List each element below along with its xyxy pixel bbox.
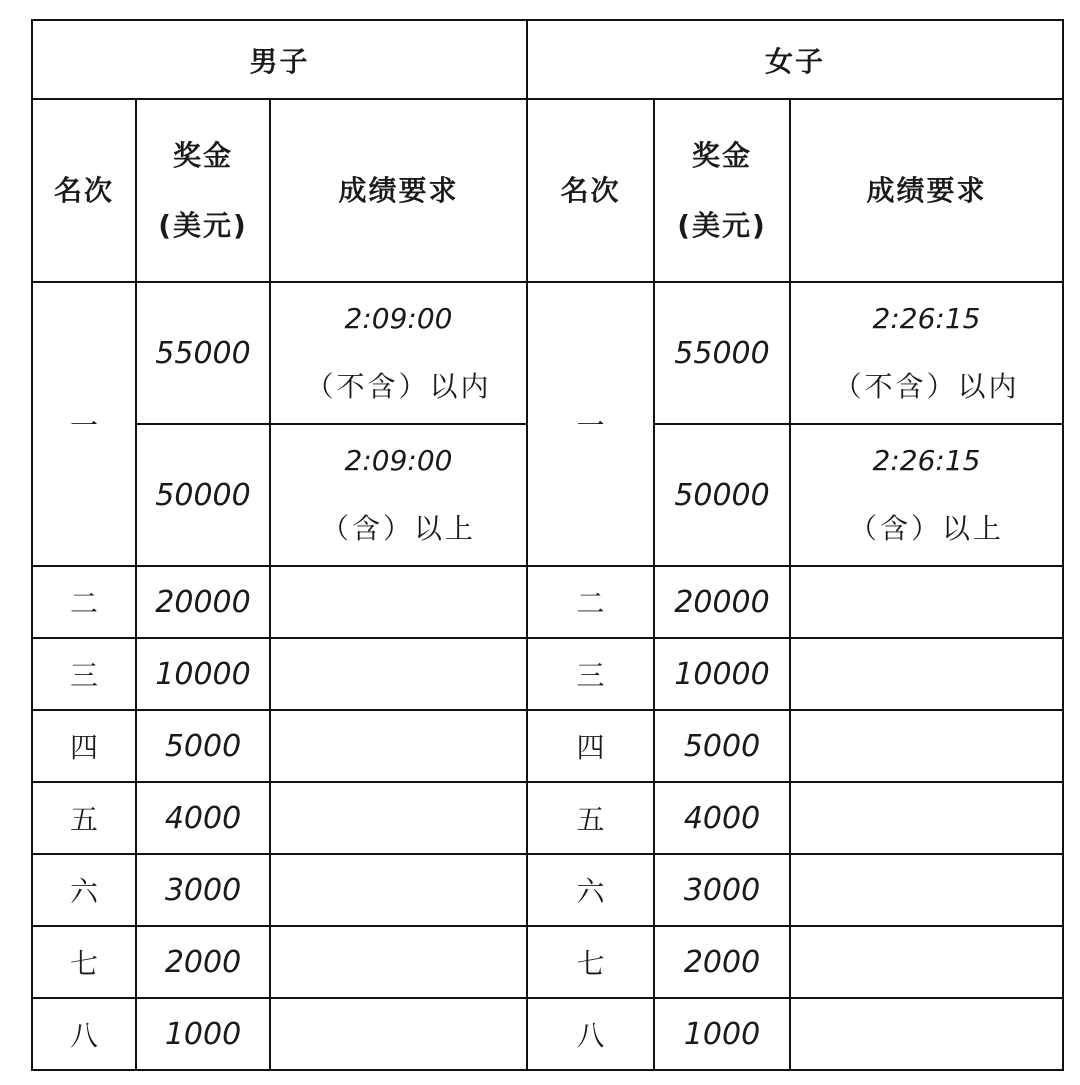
women-requirement-cell [790, 710, 1063, 782]
women-prize-cell: 1000 [654, 998, 790, 1070]
women-group-title: 女子 [527, 20, 1063, 99]
table-row [32, 926, 1063, 998]
men-requirement-header: 成绩要求 [270, 99, 527, 282]
table-row [32, 854, 1063, 926]
men-prize-cell: 10000 [136, 638, 270, 710]
women-rank-header: 名次 [527, 99, 654, 282]
column-header-row [32, 99, 1063, 282]
men-rank-cell: 四 [32, 710, 136, 782]
women-rank-cell: 五 [527, 782, 654, 854]
women-rank-cell: 四 [527, 710, 654, 782]
men-prize-header-line1: 奖金 [172, 138, 233, 172]
men-prize-header-line2: (美元) [158, 208, 248, 242]
women-prize-cell: 10000 [654, 638, 790, 710]
women-prize-cell: 5000 [654, 710, 790, 782]
first-place-row-tier1 [32, 282, 1063, 424]
men-prize-cell: 4000 [136, 782, 270, 854]
women-first-tier1-requirement [790, 282, 1063, 424]
men-prize-header [136, 99, 270, 282]
men-prize-cell: 20000 [136, 566, 270, 638]
men-requirement-cell [270, 926, 527, 998]
women-prize-cell: 4000 [654, 782, 790, 854]
men-rank-header: 名次 [32, 99, 136, 282]
table-row [32, 710, 1063, 782]
men-first-tier2-time: 2:09:00 [344, 444, 453, 477]
men-rank-cell: 五 [32, 782, 136, 854]
prize-money-table [31, 19, 1064, 1071]
table-row [32, 566, 1063, 638]
men-first-tier1-time: 2:09:00 [344, 302, 453, 335]
men-requirement-cell [270, 638, 527, 710]
prize-table-container [31, 19, 1064, 1071]
men-requirement-cell [270, 566, 527, 638]
women-rank-cell: 八 [527, 998, 654, 1070]
women-rank-cell: 七 [527, 926, 654, 998]
women-requirement-header: 成绩要求 [790, 99, 1063, 282]
women-prize-header-line2: (美元) [677, 208, 767, 242]
women-requirement-cell [790, 638, 1063, 710]
table-row [32, 638, 1063, 710]
men-requirement-cell [270, 710, 527, 782]
women-prize-header [654, 99, 790, 282]
women-first-tier2-time: 2:26:15 [872, 444, 981, 477]
women-prize-cell: 20000 [654, 566, 790, 638]
men-rank-cell: 七 [32, 926, 136, 998]
women-first-tier1-prize: 55000 [654, 282, 790, 424]
men-prize-cell: 1000 [136, 998, 270, 1070]
men-requirement-cell [270, 998, 527, 1070]
women-first-tier1-time: 2:26:15 [872, 302, 981, 335]
women-requirement-cell [790, 566, 1063, 638]
men-prize-cell: 5000 [136, 710, 270, 782]
men-prize-cell: 2000 [136, 926, 270, 998]
women-requirement-cell [790, 998, 1063, 1070]
women-rank-cell: 六 [527, 854, 654, 926]
group-header-row [32, 20, 1063, 99]
table-row [32, 998, 1063, 1070]
men-group-title: 男子 [32, 20, 527, 99]
men-rank-cell: 二 [32, 566, 136, 638]
women-requirement-cell [790, 926, 1063, 998]
women-prize-header-line1: 奖金 [691, 138, 752, 172]
women-first-tier2-requirement [790, 424, 1063, 566]
women-first-tier2-prize: 50000 [654, 424, 790, 566]
men-first-tier1-condition: （不含）以内 [305, 370, 492, 403]
women-rank-cell: 三 [527, 638, 654, 710]
men-rank-cell: 八 [32, 998, 136, 1070]
women-prize-cell: 2000 [654, 926, 790, 998]
men-requirement-cell [270, 782, 527, 854]
men-rank-cell: 六 [32, 854, 136, 926]
women-first-rank: 一 [527, 282, 654, 566]
men-first-tier1-prize: 55000 [136, 282, 270, 424]
men-rank-cell: 三 [32, 638, 136, 710]
women-first-tier2-condition: （含）以上 [848, 512, 1004, 545]
women-requirement-cell [790, 782, 1063, 854]
women-rank-cell: 二 [527, 566, 654, 638]
women-prize-cell: 3000 [654, 854, 790, 926]
men-prize-cell: 3000 [136, 854, 270, 926]
table-row [32, 782, 1063, 854]
men-requirement-cell [270, 854, 527, 926]
men-first-tier2-condition: （含）以上 [320, 512, 476, 545]
women-requirement-cell [790, 854, 1063, 926]
men-first-tier2-requirement [270, 424, 527, 566]
men-first-rank: 一 [32, 282, 136, 566]
men-first-tier1-requirement [270, 282, 527, 424]
women-first-tier1-condition: （不含）以内 [833, 370, 1020, 403]
men-first-tier2-prize: 50000 [136, 424, 270, 566]
